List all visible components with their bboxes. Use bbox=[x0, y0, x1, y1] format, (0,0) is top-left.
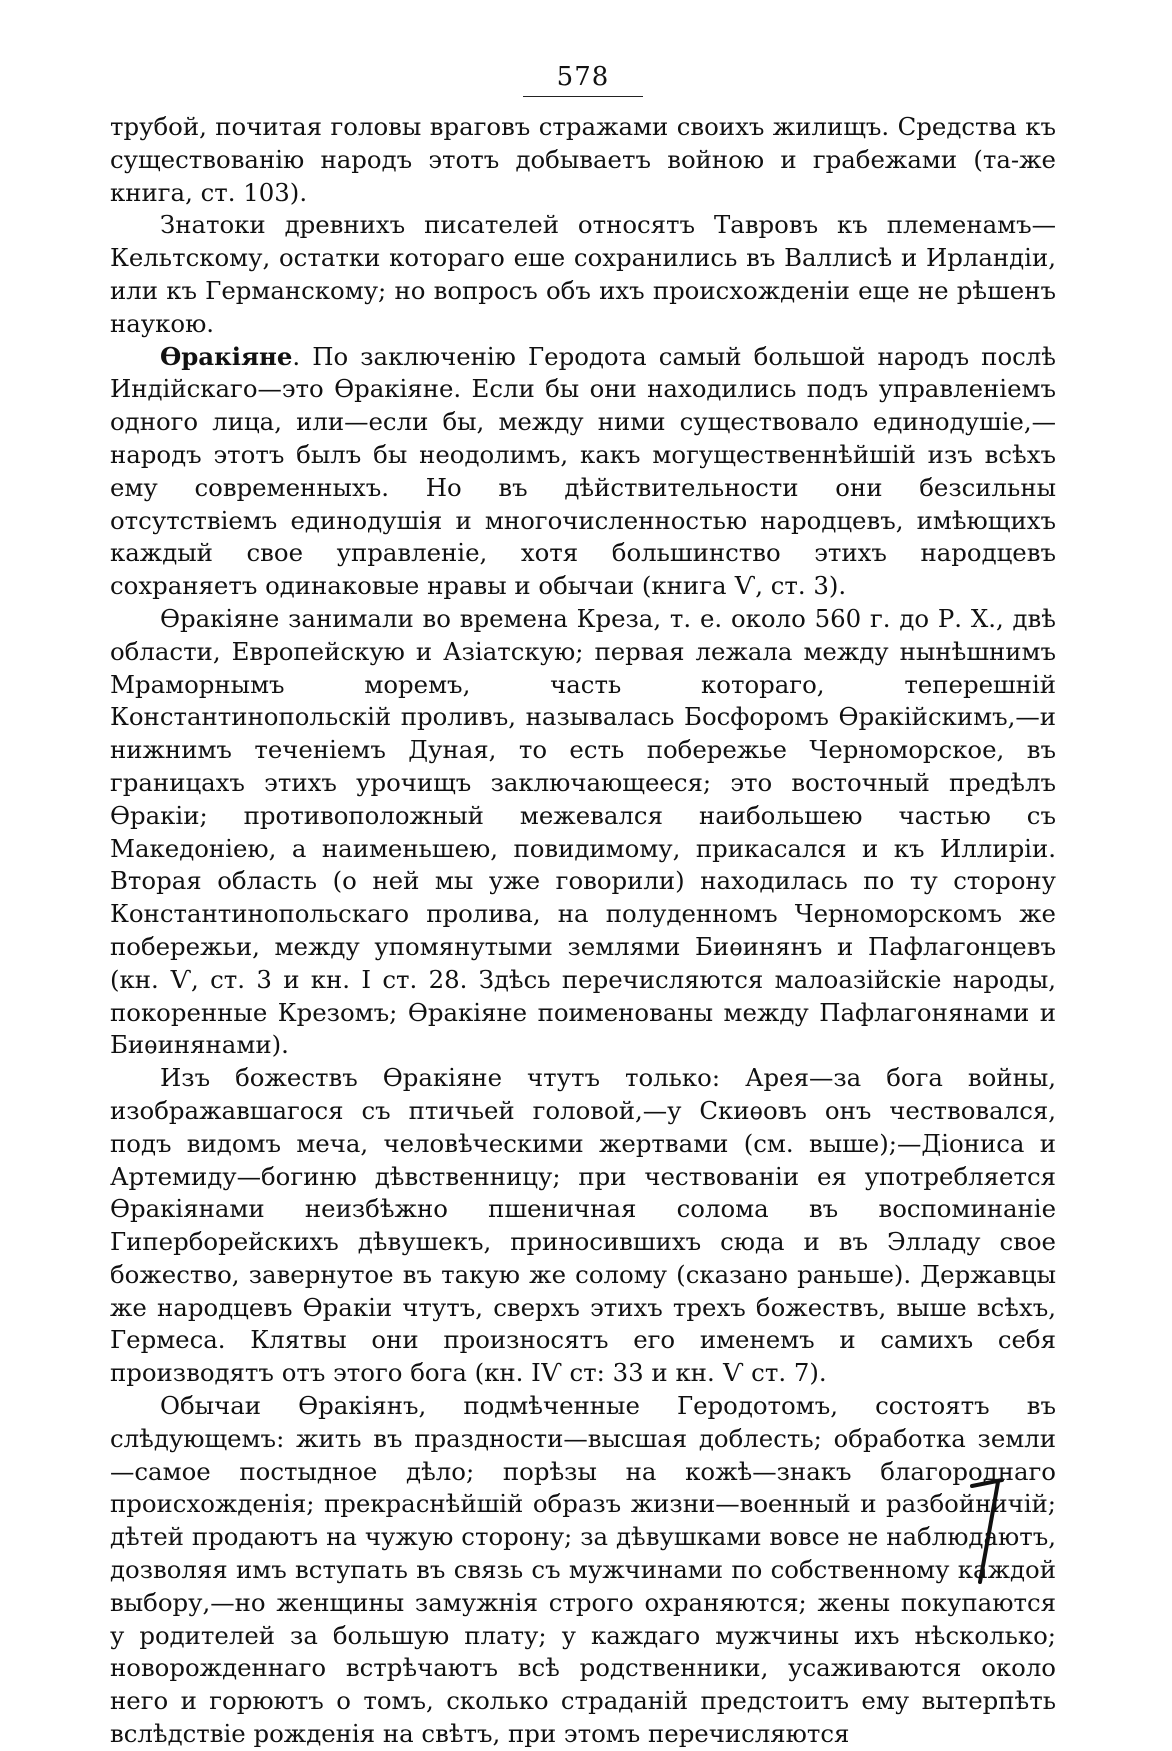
paragraph-4 bbox=[110, 603, 1056, 1062]
body-text bbox=[110, 111, 1056, 1751]
paragraph-text: Ѳракіяне занимали во времена Креза, т. е. около 560 г. до Р. Х., двѣ области, Европейскую и Азіатскую; первая лежала между нынѣшнимъ Мраморнымъ моремъ, часть котораго, теперешній Константинопольскій проливъ, называлась Босфоромъ Ѳракійскимъ,—и нижнимъ теченіемъ Дуная, то есть побережье Черноморское, въ границахъ этихъ урочищъ заключающееся; это восточный предѣлъ Ѳракіи; противоположный межевался наибольшею частью съ Македоніею, а наименьшею, повидимому, прикасался и къ Иллиріи. Вторая область (о ней мы уже говорили) находилась по ту сторону Константинопольскаго пролива, на полуденномъ Черноморскомъ же побережьи, между упомянутыми землями Биѳинянъ и Пафлагонцевъ (кн. Ѵ, ст. 3 и кн. I ст. 28. Здѣсь перечисляются малоазійскіе народы, покоренные Крезомъ; Ѳракіяне поименованы между Пафлагонянами и Биѳинянами). bbox=[110, 603, 1056, 1060]
book-page bbox=[110, 62, 1056, 1751]
paragraph-6 bbox=[110, 1390, 1056, 1751]
paragraph-text: . По заключенію Геродота самый большой народъ послѣ Индійскаго—это Ѳракіяне. Если бы они находились подъ управленіемъ одного лица, или—если бы, между ними существовало единодушіе,—народъ этотъ былъ бы неодолимъ, какъ могущественнѣйшій изъ всѣхъ ему современныхъ. Но въ дѣйствительности они безсильны отсутствіемъ единодушія и многочисленностью народцевъ, имѣющихъ каждый свое управленіе, хотя большинство этихъ народцевъ сохраняетъ одинаковые нравы и обычаи (книга Ѵ, ст. 3). bbox=[110, 341, 1056, 601]
paragraph-5 bbox=[110, 1062, 1056, 1390]
pen-mark-icon bbox=[968, 1478, 1008, 1588]
paragraph-text: трубой, почитая головы враговъ стражами своихъ жилищъ. Средства къ существованію народъ этотъ добываетъ войною и грабежами (та-же книга, ст. 103). bbox=[110, 112, 1056, 207]
paragraph-text: Обычаи Ѳракіянъ, подмѣченные Геродотомъ, состоятъ въ слѣдующемъ: жить въ праздности—высшая доблесть; обработка земли—самое постыдное дѣло; порѣзы на кожѣ—знакъ благороднаго происхожденія; прекраснѣйшій образъ жизни—военный и разбойничій; дѣтей продаютъ на чужую сторону; за дѣвушками вовсе не наблюдаютъ, дозволяя имъ вступать въ связь съ мужчинами по собственному каждой выбору,—но женщины замужнія строго охраняются; жены покупаются у родителей за большую плату; у каждаго мужчины ихъ нѣсколько; новорожденнаго встрѣчаютъ всѣ родственники, усаживаются около него и горюютъ о томъ, сколько страданій предстоитъ ему вытерпѣть вслѣдствіе рожденія на свѣтъ, при этомъ перечисляются bbox=[110, 1391, 1056, 1749]
paragraph-1 bbox=[110, 111, 1056, 209]
paragraph-text: Знатоки древнихъ писателей относятъ Тавровъ къ племенамъ—Кельтскому, остатки котораго еше сохранились въ Валлисѣ и Ирландіи, или къ Германскому; но вопросъ объ ихъ происхожденіи еще не рѣшенъ наукою. bbox=[110, 210, 1056, 338]
section-lead-word: Ѳракіяне bbox=[160, 341, 293, 371]
paragraph-3 bbox=[110, 341, 1056, 603]
paragraph-2 bbox=[110, 209, 1056, 340]
header-rule bbox=[523, 96, 643, 97]
page-number: 578 bbox=[556, 62, 610, 92]
paragraph-text: Изъ божествъ Ѳракіяне чтутъ только: Арея—за бога войны, изображавшагося съ птичьей головой,—у Скиѳовъ онъ чествовался, подъ видомъ меча, человѣческими жертвами (см. выше);—Діониса и Артемиду—богиню дѣвственницу; при чествованіи ея употребляется Ѳракіянами неизбѣжно пшеничная солома въ воспоминаніе Гиперборейскихъ дѣвушекъ, приносившихъ сюда и въ Элладу свое божество, завернутое въ такую же солому (сказано раньше). Державцы же народцевъ Ѳракіи чтутъ, сверхъ этихъ трехъ божествъ, выше всѣхъ, Гермеса. Клятвы они произносятъ его именемъ и самихъ себя производятъ отъ этого бога (кн. IѴ ст: 33 и кн. Ѵ ст. 7). bbox=[110, 1063, 1056, 1388]
